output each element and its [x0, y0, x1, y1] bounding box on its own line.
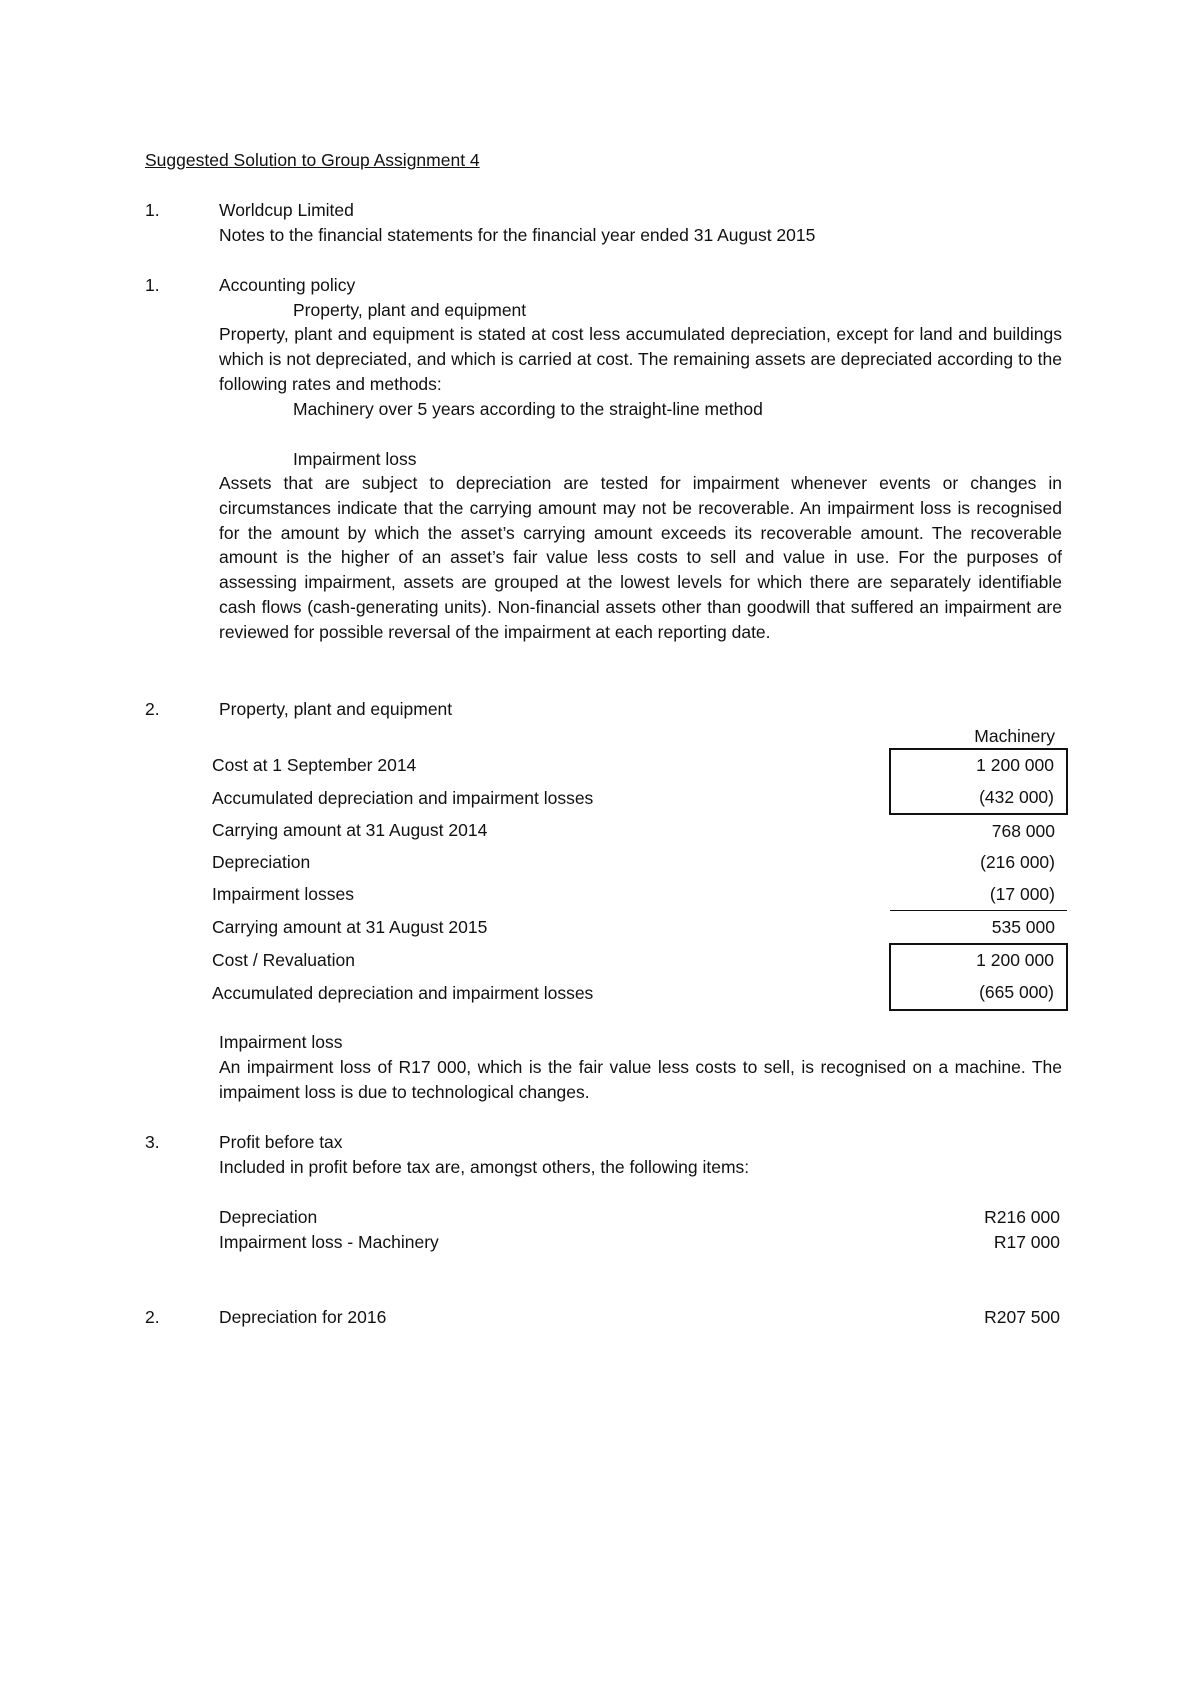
impairment-note-text: An impairment loss of R17 000, which is the fair value less costs to sell, is recognised on a machine. The impaiment loss is due to technological changes. — [219, 1057, 1062, 1102]
table-row — [206, 944, 1067, 977]
impairment-note-heading: Impairment loss — [219, 1032, 343, 1052]
row-value: (17 000) — [989, 884, 1055, 905]
note-3-heading: Profit before tax — [219, 1132, 343, 1152]
note-3-intro: Included in profit before tax are, amongst others, the following items: — [219, 1157, 750, 1177]
row-label: Cost at 1 September 2014 — [212, 754, 417, 775]
ppe-table — [206, 748, 1068, 1011]
note-3-number: 3. — [145, 1132, 160, 1152]
company-name: Worldcup Limited — [219, 200, 354, 220]
note-1-number: 1. — [145, 275, 160, 295]
row-label: Impairment losses — [212, 884, 354, 905]
impairment-policy-paragraph: Assets that are subject to depreciation are tested for impairment whenever events or changes in circumstances indicate that the carrying amount may not be recoverable. An impairment loss is recognised for the amount by which the asset’s carrying amount exceeds its recoverable amount. The recoverable amount is the higher of an asset’s fair value less costs to sell and value in use. For the purposes of assessing impairment, assets are grouped at the lowest levels for which there are separately identifiable cash flows (cash-generating units). Non-financial assets other than goodwill that suffered an impairment are reviewed for possible reversal of the impairment at each reporting date. — [219, 473, 1062, 642]
table-row — [206, 782, 1067, 815]
column-header-machinery: Machinery — [974, 726, 1055, 746]
table-row — [206, 911, 1067, 944]
row-label: Depreciation — [212, 852, 311, 873]
row-value: 1 200 000 — [890, 944, 1067, 977]
table-row — [206, 879, 1067, 911]
table-row — [206, 814, 1067, 847]
ppe-policy-paragraph: Property, plant and equipment is stated at cost less accumulated depreciation, except for land and buildings which is not depreciated, and which is carried at cost. The remaining assets are depreciated according to the following rates and methods: — [219, 324, 1062, 394]
row-value: (216 000) — [980, 852, 1055, 873]
table-row — [206, 749, 1067, 782]
item-value: R216 000 — [984, 1207, 1060, 1227]
row-label: Carrying amount at 31 August 2014 — [212, 820, 488, 841]
note-2-number: 2. — [145, 699, 160, 719]
row-value: 768 000 — [991, 820, 1055, 841]
item-label: Depreciation — [219, 1207, 318, 1227]
row-label: Carrying amount at 31 August 2015 — [212, 917, 488, 938]
row-label: Cost / Revaluation — [212, 949, 355, 970]
item-value: R17 000 — [993, 1232, 1060, 1252]
impairment-policy-subheading: Impairment loss — [293, 449, 417, 469]
question-1-number: 1. — [145, 200, 160, 220]
row-label: Accumulated depreciation and impairment losses — [212, 787, 594, 808]
depreciation-2016-label: Depreciation for 2016 — [219, 1307, 387, 1327]
depreciation-rate: Machinery over 5 years according to the straight-line method — [293, 399, 763, 419]
ppe-policy-subheading: Property, plant and equipment — [293, 300, 527, 320]
table-row — [206, 847, 1067, 879]
notes-subtitle: Notes to the financial statements for the financial year ended 31 August 2015 — [219, 225, 816, 245]
table-row — [206, 977, 1067, 1010]
depreciation-2016-value: R207 500 — [984, 1307, 1060, 1327]
question-2-number: 2. — [145, 1307, 160, 1327]
row-label: Accumulated depreciation and impairment losses — [212, 982, 594, 1003]
item-label: Impairment loss - Machinery — [219, 1232, 439, 1252]
row-value: (432 000) — [890, 782, 1067, 815]
row-value: (665 000) — [890, 977, 1067, 1010]
row-value: 535 000 — [890, 911, 1067, 944]
note-1-heading: Accounting policy — [219, 275, 356, 295]
page-title: Suggested Solution to Group Assignment 4 — [145, 150, 480, 170]
note-2-heading: Property, plant and equipment — [219, 699, 453, 719]
row-value: 1 200 000 — [890, 749, 1067, 782]
